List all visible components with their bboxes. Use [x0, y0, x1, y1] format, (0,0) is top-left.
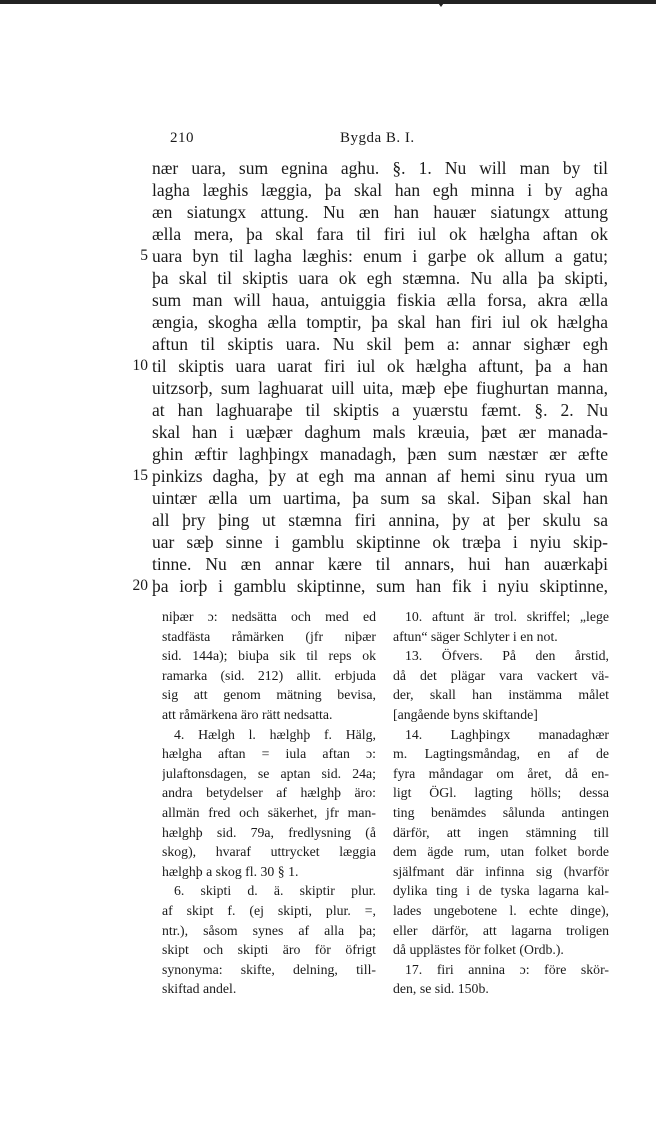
note-line: [angående byns skiftande] [393, 706, 538, 722]
line-number [118, 531, 148, 553]
text-line: all þry þing ut stæmna firi annina, þy at þer skulu sa [152, 510, 608, 530]
line-number: 20 [132, 577, 148, 594]
text-line: uintær ælla um uartima, þa sum sa skal. Siþan skal han [152, 488, 608, 508]
text-line: til skiptis uara uarat firi iul ok hælgha aftunt, þa a han [152, 356, 608, 376]
text-line: þa skal til skiptis uara ok egh stæmna. Nu alla þa skipti, [152, 268, 608, 288]
text-line: nær uara, sum egnina aghu. §. 1. Nu will man by til [152, 158, 608, 178]
note-line: sid. 144a); biuþa sik til reps ok [162, 648, 376, 664]
note-line: 13. Öfvers. På den årstid, [405, 648, 609, 664]
line-number [118, 421, 148, 443]
note-line: dylika ting i de tyska lagarna kal- [393, 883, 609, 899]
note-line: ligt ÖGl. lagting hölls; dessa [393, 785, 609, 801]
text-line: ælla mera, þa skal fara til firi iul ok hælgha aftan ok [152, 224, 608, 244]
note-line: att råmärkena äro rätt nedsatta. [162, 706, 333, 722]
line-number [118, 157, 148, 179]
note-line: ramarka (sid. 212) allit. erbjuda [162, 667, 376, 683]
text-line: uitzsorþ, sum laghuarat uill uita, mæþ eþe fiughurtan manna, [152, 378, 608, 398]
note-line: 4. Hælgh l. hælghþ f. Hälg, [174, 726, 376, 742]
text-line: ghin æftir laghþingx manadagh, þæn sum næstær ær æfte [152, 444, 608, 464]
page-header [0, 130, 656, 154]
text-line: pinkizs dagha, þy at egh ma annan af hemi sinu ryua um [152, 466, 608, 486]
line-number [118, 289, 148, 311]
line-number [118, 311, 148, 333]
note-line: der, skall han instämma målet [393, 687, 609, 703]
text-line: aftun til skiptis uara. Nu skil þem a: annar sighær egh [152, 334, 608, 354]
line-number [118, 377, 148, 399]
note-line: synonyma: skifte, delning, till- [162, 961, 376, 977]
note-line: aftun“ säger Schlyter i en not. [393, 628, 558, 644]
top-border-marker [436, 0, 446, 7]
note-line: skipt och skipti äro för öfrigt [162, 942, 376, 958]
note-line: hælgha aftan = iula aftan ɔ: [162, 746, 376, 762]
note-line: eller därför, att lagarna troligen [393, 922, 609, 938]
note-line: af skipt f. (ej skipti, plur. =, [162, 902, 376, 918]
line-number [118, 399, 148, 421]
line-number: 15 [132, 467, 148, 484]
text-line: ængia, skogha ælla tomptir, þa skal han firi iul ok hælgha [152, 312, 608, 332]
note-line: fyra måndagar om året, då en- [393, 765, 609, 781]
top-border-rule [0, 0, 656, 4]
text-line: skal han i uæþær daghum mals kræuia, þæt ær manada- [152, 422, 608, 442]
line-number: 10 [132, 357, 148, 374]
note-line: ntr.), såsom synes af alla þa; [162, 922, 376, 938]
note-line: julaftonsdagen, se aptan sid. 24a; [162, 765, 376, 781]
line-number [118, 223, 148, 245]
text-line: lagha læghis læggia, þa skal han egh minna i by agha [152, 180, 608, 200]
note-line: niþær ɔ: nedsätta och med ed [162, 609, 376, 624]
note-line: då det plägar vara vackert vä- [393, 667, 609, 683]
note-line: därför, att ingen stämning till [393, 824, 609, 840]
text-line: at han laghuaraþe til skiptis a yuærstu fæmt. §. 2. Nu [152, 400, 608, 420]
text-line: æn siatungx attung. Nu æn han hauær siatungx attung [152, 202, 608, 222]
text-line: uara byn til lagha læghis: enum i garþe ok allum a gatu; [152, 246, 608, 266]
note-line: då upplästes för folket (Ordb.). [393, 942, 564, 958]
line-number [118, 487, 148, 509]
line-number [118, 179, 148, 201]
note-line: 10. aftunt är trol. skriffel; „lege [405, 609, 609, 624]
note-line: stadfästa råmärken (jfr niþær [162, 628, 376, 644]
notes-left-column [162, 607, 376, 999]
note-line: själfmant där infinna sig (hvarför [393, 863, 609, 879]
line-number [118, 443, 148, 465]
line-number [118, 333, 148, 355]
note-line: lades ungebotene l. echte dinge), [393, 902, 609, 918]
note-line: hælghþ sid. 79a, fredlysning (å [162, 824, 376, 840]
note-line: m. Lagtingsmåndag, en af de [393, 746, 609, 762]
note-line: skog), hvaraf uttrycket læggia [162, 844, 376, 860]
note-line: ting benämdes sålunda antingen [393, 804, 609, 820]
note-line: 6. skipti d. ä. skiptir plur. [174, 883, 376, 899]
page-number: 210 [170, 130, 194, 146]
text-line: uar sæþ sinne i gamblu skiptinne ok træþa i nyiu skip- [152, 532, 608, 552]
note-line: 17. firi annina ɔ: före skör- [405, 961, 609, 977]
line-number [118, 267, 148, 289]
note-line: skiftad andel. [162, 981, 237, 997]
note-line: allmän fred och säkerhet, jfr man- [162, 804, 376, 820]
line-number: 5 [140, 247, 148, 264]
notes-right-column [393, 607, 609, 999]
text-line: tinne. Nu æn annar kære til annars, hui han auærkaþi [152, 554, 608, 574]
line-number [118, 553, 148, 575]
text-line: þa iorþ i gamblu skiptinne, sum han fik i nyiu skiptinne, [152, 576, 608, 596]
note-line: andra betydelser af hælghþ äro: [162, 785, 376, 801]
running-head: Bygda B. I. [340, 130, 415, 146]
note-line: sig att genom mätning bevisa, [162, 687, 376, 703]
line-number [118, 201, 148, 223]
note-line: dem ägde rum, utan folket borde [393, 844, 609, 860]
line-number [118, 509, 148, 531]
note-line: den, se sid. 150b. [393, 981, 489, 997]
text-line: sum man will haua, antuiggia fiskia ælla forsa, akra ælla [152, 290, 608, 310]
note-line: 14. Laghþingx manadaghær [405, 726, 609, 742]
note-line: hælghþ a skog fl. 30 § 1. [162, 863, 299, 879]
